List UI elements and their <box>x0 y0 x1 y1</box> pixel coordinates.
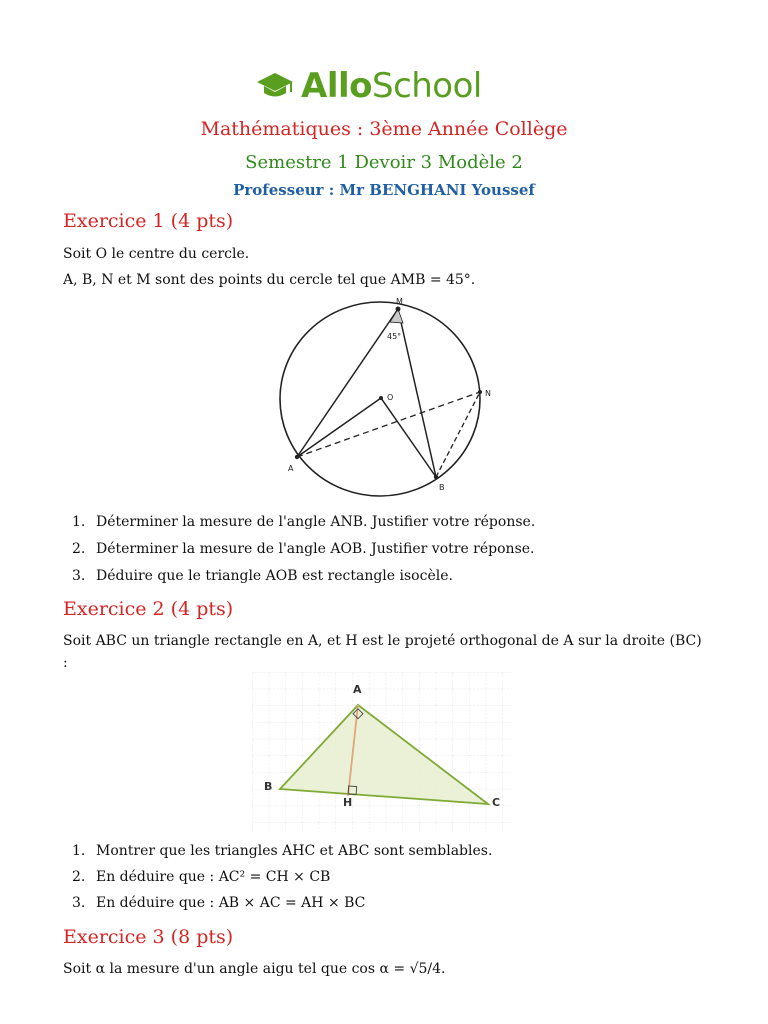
document-title: Mathématiques : 3ème Année Collège <box>200 118 568 140</box>
label-C: C <box>492 796 501 809</box>
label-angle-45: 45° <box>387 332 402 341</box>
label-H: H <box>343 796 353 809</box>
label-N: N <box>485 389 491 398</box>
exercise-2-line-2: : <box>63 655 68 671</box>
label-A: A <box>288 464 294 473</box>
exercise-1-question-1: 1. Déterminer la mesure de l'angle ANB. Justifier votre réponse. <box>72 514 536 530</box>
exercise-3-line-1: Soit α la mesure d'un angle aigu tel que cos α = √5/4. <box>63 961 446 977</box>
exercise-1-question-3: 3. Déduire que le triangle AOB est rectangle isocèle. <box>72 568 453 584</box>
label-M: M <box>396 297 403 306</box>
exercise-3-title: Exercice 3 (8 pts) <box>63 926 234 948</box>
professor-name: Professeur : Mr BENGHANI Youssef <box>233 181 535 199</box>
exercise-1-line-1: Soit O le centre du cercle. <box>63 246 250 262</box>
label-O: O <box>387 393 394 402</box>
exercise-2-question-3: 3. En déduire que : AB × AC = AH × BC <box>72 895 366 911</box>
label-B2: B <box>264 780 273 793</box>
exercise-1-question-2: 2. Déterminer la mesure de l'angle AOB. Justifier votre réponse. <box>72 541 535 557</box>
brand-regular: School <box>371 66 482 106</box>
graduation-cap-icon <box>255 71 295 101</box>
exercise-1-line-2: A, B, N et M sont des points du cercle tel que AMB = 45°. <box>63 272 476 288</box>
exercise-2-title: Exercice 2 (4 pts) <box>63 598 234 620</box>
alloschool-logo <box>255 66 482 106</box>
label-B: B <box>439 483 445 492</box>
brand-bold: Allo <box>301 66 372 106</box>
exercise-2-question-1: 1. Montrer que les triangles AHC et ABC sont semblables. <box>72 843 493 859</box>
exercise-2-line-1: Soit ABC un triangle rectangle en A, et H est le projeté orthogonal de A sur la droite (BC) <box>63 633 702 649</box>
document-subtitle: Semestre 1 Devoir 3 Modèle 2 <box>245 152 523 173</box>
triangle-figure <box>252 672 514 832</box>
exercise-1-title: Exercice 1 (4 pts) <box>63 210 234 232</box>
circle-figure <box>270 292 500 504</box>
exercise-2-question-2: 2. En déduire que : AC² = CH × CB <box>72 869 331 885</box>
label-A2: A <box>353 683 362 696</box>
